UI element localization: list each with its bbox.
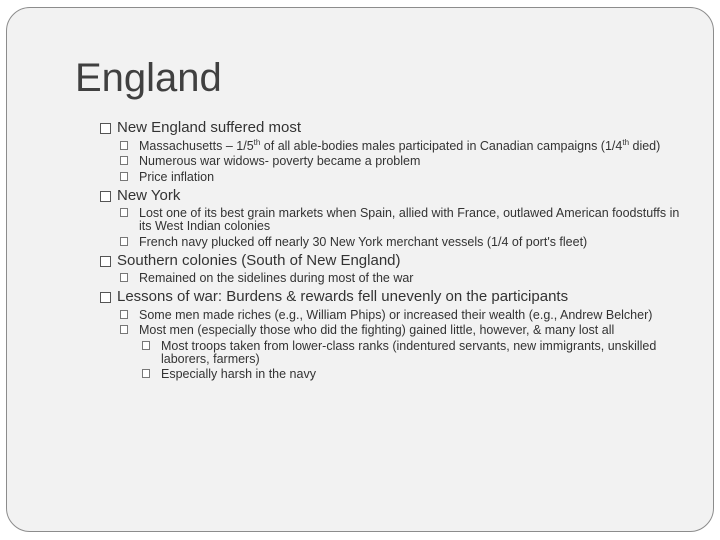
sub-bullet-grain (120, 207, 690, 233)
sub-sub-bullet-troops (142, 340, 690, 366)
superscript: th (622, 137, 630, 147)
bullet-new-york (100, 187, 690, 205)
bullet-text: Lost one of its best grain markets when Spain, allied with France, outlawed American foodstuffs in its West Indian colonies (139, 206, 680, 233)
bullet-text: Southern colonies (South of New England) (117, 251, 401, 269)
square-bullet-icon (120, 156, 128, 165)
bullet-text: New England suffered most (117, 119, 301, 136)
square-bullet-icon (120, 273, 128, 282)
sub-bullet-widows (120, 155, 690, 168)
bullet-new-england (100, 119, 690, 137)
square-bullet-icon (142, 341, 150, 350)
square-bullet-icon (120, 172, 128, 181)
bullet-text-part: of all able-bodies males participated in Canadian campaigns (1/4 (260, 138, 623, 153)
bullet-text-part: died) (629, 138, 661, 153)
bullet-text: Especially harsh in the navy (161, 367, 316, 381)
sub-sub-bullet-navy (142, 368, 690, 381)
square-bullet-icon (100, 256, 111, 267)
square-bullet-icon (120, 237, 128, 246)
sub-bullet-most-men (120, 324, 690, 337)
square-bullet-icon (120, 208, 128, 217)
square-bullet-icon (100, 292, 111, 303)
bullet-text: French navy plucked off nearly 30 New York merchant vessels (1/4 of port's fleet) (139, 234, 588, 249)
square-bullet-icon (120, 141, 128, 150)
sub-bullet-sidelines (120, 272, 690, 285)
slide-title: England (75, 56, 222, 100)
sub-bullet-massachusetts (120, 137, 690, 153)
bullet-text: New York (117, 186, 181, 204)
bullet-text-part: : Burdens & rewards fell unevenly on the participants (217, 288, 569, 305)
bullet-text-part: Lessons of war (117, 288, 218, 305)
square-bullet-icon (100, 191, 111, 202)
bullet-text-part: Massachusetts – 1/5 (139, 138, 254, 153)
bullet-text: Numerous war widows- poverty became a problem (139, 154, 421, 168)
square-bullet-icon (120, 310, 128, 319)
bullet-text: Most men (especially those who did the fighting) gained little, however, & many lost all (139, 323, 615, 337)
bullet-text: Remained on the sidelines during most of the war (139, 271, 414, 285)
sub-bullet-inflation (120, 171, 690, 184)
bullet-text: Some men made riches (e.g., William Phips) or increased their wealth (e.g., Andrew Belcher) (139, 307, 653, 322)
sub-bullet-riches (120, 309, 690, 322)
slide-content (100, 116, 690, 381)
bullet-lessons-of-war (100, 288, 690, 306)
superscript: th (253, 137, 261, 147)
square-bullet-icon (100, 123, 111, 134)
sub-bullet-french-navy (120, 236, 690, 249)
bullet-text: Most troops taken from lower-class ranks (indentured servants, new immigrants, unskilled laborers, farmers) (161, 338, 657, 366)
bullet-southern-colonies (100, 252, 690, 270)
square-bullet-icon (120, 325, 128, 334)
bullet-text: Price inflation (139, 169, 215, 184)
square-bullet-icon (142, 369, 150, 378)
